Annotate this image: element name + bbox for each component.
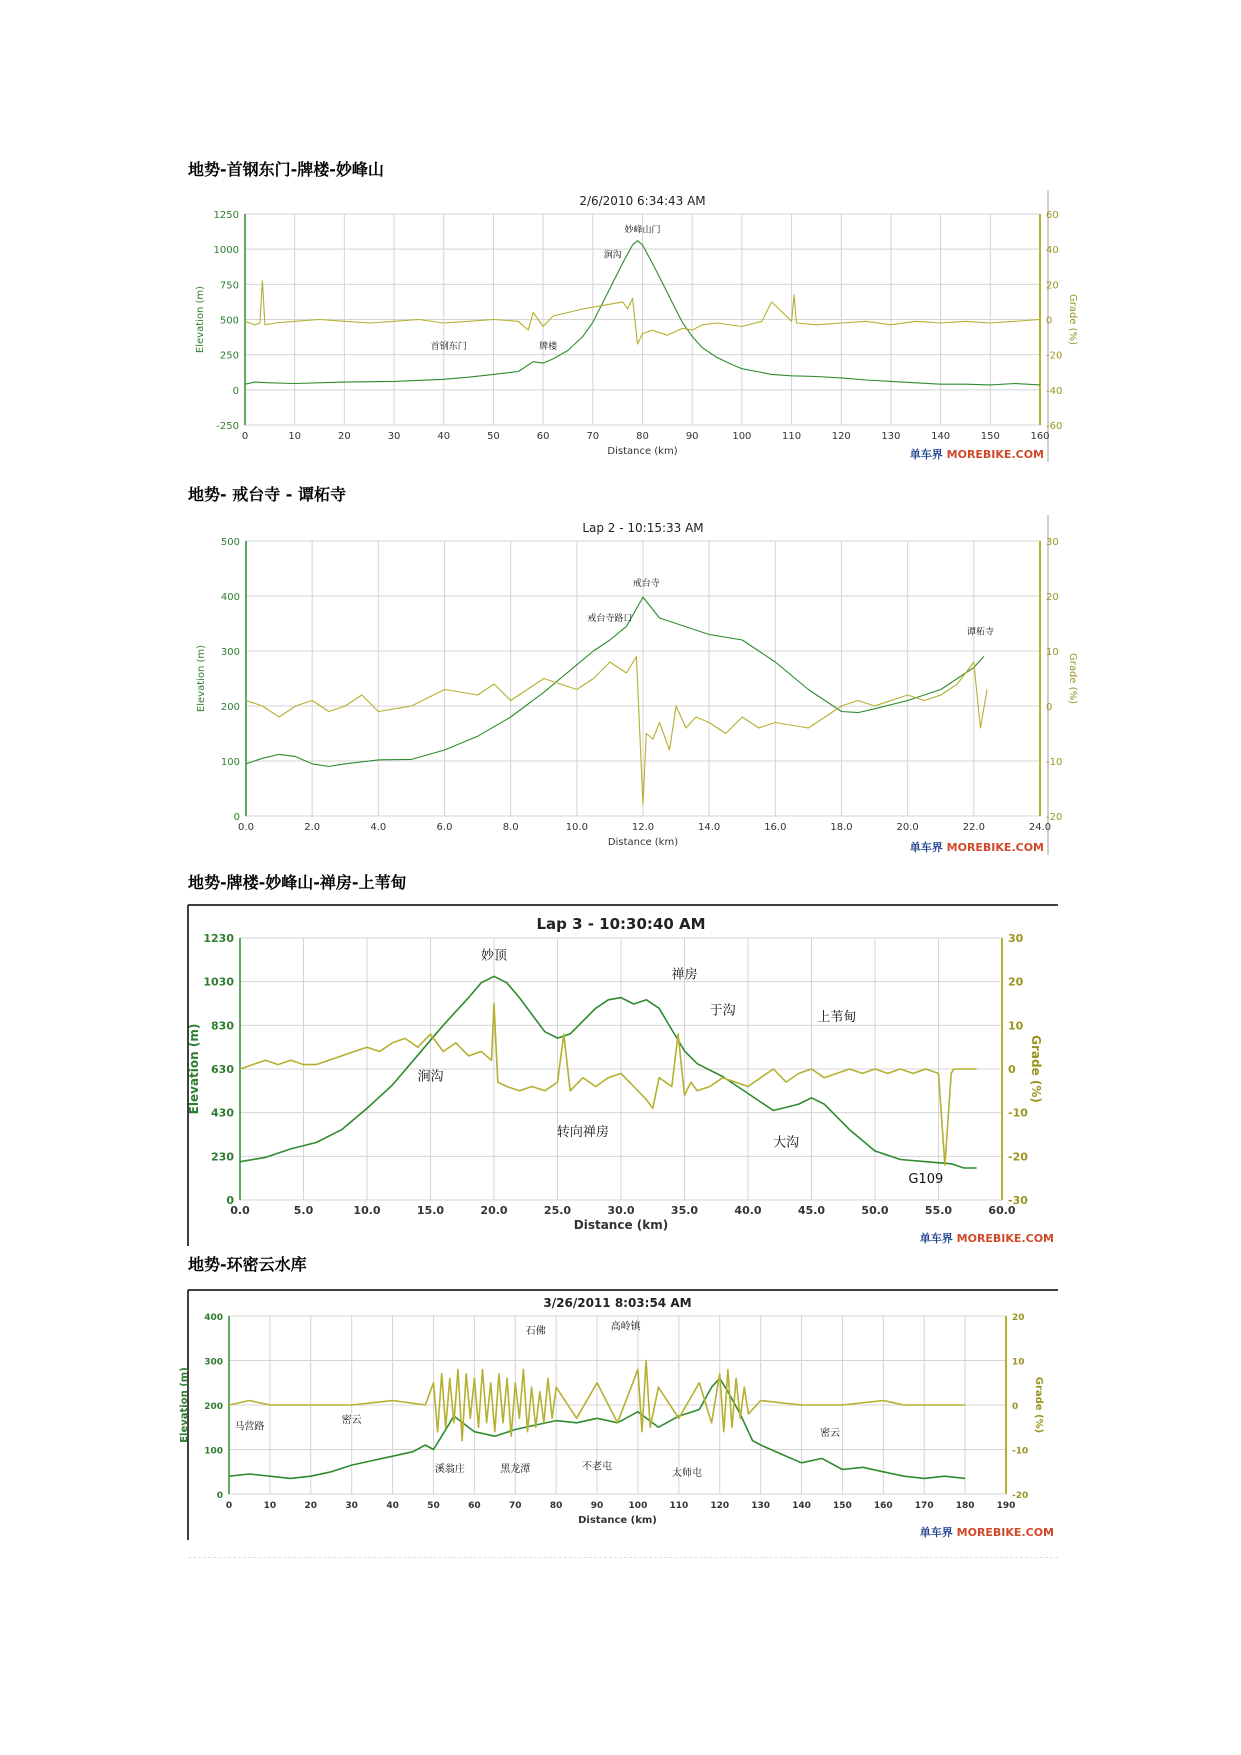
chart-heading-4: 地势-环密云水库	[188, 1255, 307, 1274]
y2-tick-label: 0	[1008, 1063, 1016, 1076]
x-tick-label: 40	[386, 1501, 399, 1511]
x-axis-label: Distance (km)	[573, 1218, 669, 1232]
y2-tick-label: -60	[1046, 421, 1063, 432]
x-axis-label: Distance (km)	[607, 446, 678, 457]
x-tick-label: 55.0	[924, 1204, 953, 1217]
x-tick-label: 24.0	[1028, 822, 1052, 833]
x-tick-label: 160	[1030, 431, 1050, 442]
chart-annotation: 高岭镇	[610, 1321, 641, 1333]
chart-annotation: 溪翁庄	[434, 1463, 465, 1475]
x-tick-label: 180	[955, 1501, 975, 1511]
chart-annotation: 禅房	[671, 967, 698, 983]
x-tick-label: 70	[586, 431, 600, 442]
y2-tick-label: 40	[1046, 245, 1059, 257]
x-tick-label: 16.0	[764, 822, 787, 833]
x-tick-label: 10.0	[565, 822, 588, 833]
x-tick-label: 10.0	[353, 1204, 381, 1217]
x-tick-label: 8.0	[502, 822, 519, 833]
y-tick-label: 400	[220, 592, 240, 603]
y-tick-label: 200	[220, 702, 240, 713]
y-axis-label: Elevation (m)	[196, 644, 207, 713]
chart-annotation: G109	[908, 1171, 944, 1187]
y-tick-label: 250	[219, 350, 239, 362]
chart-heading-3: 地势-牌楼-妙峰山-禅房-上苇甸	[188, 873, 407, 892]
y-tick-label: 1230	[203, 932, 234, 945]
chart-annotation: 于沟	[709, 1003, 736, 1019]
chart-heading-2: 地势- 戒台寺 - 谭柘寺	[188, 485, 346, 504]
chart-annotation: 大沟	[773, 1135, 800, 1151]
y2-tick-label: 10	[1046, 647, 1059, 658]
morebike-watermark: 单车界 MOREBIKE.COM	[919, 1526, 1054, 1539]
y2-tick-label: -20	[1008, 1150, 1028, 1164]
x-tick-label: 80	[636, 431, 649, 442]
morebike-watermark: 单车界 MOREBIKE.COM	[919, 1232, 1054, 1245]
x-tick-label: 100	[628, 1501, 648, 1511]
x-tick-label: 12.0	[631, 822, 655, 833]
y2-tick-label: 10	[1008, 1019, 1024, 1033]
morebike-watermark: 单车界 MOREBIKE.COM	[909, 841, 1044, 854]
y2-axis-label: Grade (%)	[1033, 1376, 1044, 1434]
x-tick-label: 50	[427, 1501, 440, 1511]
chart-annotation: 妙峰山门	[624, 225, 661, 236]
y2-tick-label: 0	[1046, 702, 1053, 713]
x-tick-label: 100	[732, 431, 752, 442]
x-tick-label: 140	[792, 1501, 811, 1511]
x-tick-label: 120	[710, 1501, 730, 1511]
y-axis-label: Elevation (m)	[179, 1367, 190, 1443]
x-tick-label: 190	[996, 1501, 1016, 1511]
x-axis-label: Distance (km)	[607, 837, 679, 848]
y-tick-label: 1250	[213, 210, 239, 221]
x-tick-label: 90	[590, 1501, 604, 1511]
chart-annotation: 妙顶	[480, 948, 508, 964]
x-tick-label: 120	[831, 431, 851, 442]
chart-title: 3/26/2011 8:03:54 AM	[543, 1296, 692, 1310]
chart-heading-1: 地势-首钢东门-牌楼-妙峰山	[188, 160, 384, 179]
chart-annotation: 石佛	[525, 1325, 546, 1337]
x-tick-label: 45.0	[797, 1204, 826, 1217]
x-tick-label: 0.0	[230, 1204, 250, 1217]
x-tick-label: 5.0	[293, 1204, 314, 1217]
y2-tick-label: 20	[1046, 280, 1059, 292]
x-tick-label: 18.0	[830, 822, 853, 833]
y2-tick-label: 20	[1008, 975, 1024, 989]
y2-tick-label: 20	[1012, 1313, 1025, 1323]
chart-annotation: 密云	[820, 1428, 841, 1440]
x-tick-label: 50.0	[861, 1204, 889, 1217]
y-tick-label: 500	[220, 537, 240, 548]
y-tick-label: -250	[216, 421, 239, 432]
x-tick-label: 40	[437, 431, 451, 442]
chart-annotation: 涧沟	[417, 1069, 444, 1085]
chart-annotation: 转向禅房	[556, 1125, 609, 1141]
x-axis-label: Distance (km)	[578, 1515, 657, 1526]
x-tick-label: 4.0	[370, 822, 387, 833]
chart-annotation: 戒台寺路口	[587, 613, 633, 624]
y-tick-label: 0	[226, 1194, 234, 1207]
x-tick-label: 130	[881, 431, 901, 442]
y-tick-label: 430	[211, 1106, 234, 1120]
x-tick-label: 14.0	[698, 822, 721, 833]
x-tick-label: 60	[536, 431, 550, 442]
y-tick-label: 1000	[213, 245, 239, 257]
chart-annotation: 密云	[341, 1414, 362, 1426]
chart-title: Lap 3 - 10:30:40 AM	[536, 915, 706, 933]
x-tick-label: 0	[241, 431, 249, 442]
chart-annotation: 戒台寺	[632, 579, 660, 590]
x-tick-label: 20	[304, 1501, 318, 1511]
x-tick-label: 150	[980, 431, 1000, 442]
x-tick-label: 50	[487, 431, 500, 442]
chart-annotation: 牌楼	[539, 342, 558, 353]
x-tick-label: 150	[833, 1501, 852, 1511]
y2-tick-label: 60	[1046, 210, 1059, 221]
x-tick-label: 35.0	[670, 1204, 699, 1217]
chart-annotation: 涧沟	[603, 250, 622, 261]
y2-axis-label: Grade (%)	[1067, 653, 1078, 704]
y-tick-label: 0	[216, 1491, 223, 1501]
x-tick-label: 0.0	[238, 822, 254, 833]
x-tick-label: 20.0	[896, 822, 919, 833]
x-tick-label: 90	[685, 431, 699, 442]
x-tick-label: 30	[387, 431, 401, 442]
x-tick-label: 110	[782, 431, 802, 442]
x-tick-label: 6.0	[436, 822, 453, 833]
x-tick-label: 30	[345, 1501, 358, 1511]
page-divider	[188, 1557, 1058, 1558]
x-tick-label: 10	[288, 431, 302, 442]
y-tick-label: 300	[204, 1357, 223, 1368]
chart-annotation: 谭柘寺	[966, 627, 994, 638]
x-tick-label: 160	[873, 1501, 893, 1511]
x-tick-label: 110	[669, 1501, 689, 1511]
chart-annotation: 上苇甸	[817, 1010, 857, 1026]
y2-tick-label: 30	[1008, 932, 1024, 945]
x-tick-label: 30.0	[607, 1204, 635, 1217]
x-tick-label: 20.0	[480, 1204, 508, 1217]
x-tick-label: 60.0	[988, 1204, 1016, 1217]
y2-tick-label: -40	[1046, 385, 1063, 397]
y-tick-label: 630	[211, 1063, 234, 1076]
y2-tick-label: -10	[1046, 757, 1063, 768]
y2-tick-label: 20	[1046, 592, 1059, 603]
y-tick-label: 1030	[203, 975, 234, 989]
x-tick-label: 170	[914, 1501, 934, 1511]
x-tick-label: 60	[468, 1501, 481, 1511]
x-tick-label: 130	[751, 1501, 771, 1511]
chart-title: Lap 2 - 10:15:33 AM	[582, 521, 704, 535]
y-tick-label: 0	[232, 385, 239, 397]
y2-tick-label: -10	[1012, 1446, 1029, 1457]
y-tick-label: 500	[219, 315, 239, 327]
chart-annotation: 不老屯	[582, 1461, 613, 1473]
x-tick-label: 0	[225, 1501, 233, 1511]
y-tick-label: 830	[211, 1019, 234, 1033]
y2-tick-label: -20	[1046, 812, 1063, 823]
y2-tick-label: 30	[1046, 537, 1059, 548]
x-tick-label: 40.0	[734, 1204, 762, 1217]
x-tick-label: 80	[549, 1501, 563, 1511]
x-tick-label: 15.0	[416, 1204, 445, 1217]
x-tick-label: 70	[508, 1501, 522, 1511]
x-tick-label: 140	[931, 431, 951, 442]
y-tick-label: 200	[204, 1402, 223, 1412]
y-tick-label: 100	[204, 1446, 223, 1457]
chart-annotation: 马营路	[234, 1421, 265, 1433]
y2-tick-label: -20	[1012, 1491, 1029, 1501]
y-tick-label: 300	[220, 647, 240, 658]
x-tick-label: 25.0	[543, 1204, 572, 1217]
morebike-watermark: 单车界 MOREBIKE.COM	[909, 448, 1044, 461]
x-tick-label: 10	[263, 1501, 277, 1511]
chart-annotation: 太师屯	[672, 1468, 703, 1480]
y2-tick-label: -30	[1008, 1194, 1028, 1207]
y2-tick-label: -20	[1046, 350, 1063, 362]
y-tick-label: 400	[204, 1313, 223, 1323]
y2-tick-label: -10	[1008, 1106, 1028, 1120]
y-axis-label: Elevation (m)	[195, 285, 206, 354]
x-tick-label: 20	[338, 431, 351, 442]
x-tick-label: 2.0	[304, 822, 321, 833]
y-tick-label: 0	[233, 812, 240, 823]
chart-annotation: 首钢东门	[430, 342, 467, 353]
y2-tick-label: 10	[1012, 1357, 1025, 1368]
y2-tick-label: 0	[1046, 315, 1053, 327]
x-tick-label: 22.0	[962, 822, 985, 833]
y-tick-label: 100	[220, 757, 240, 768]
y2-tick-label: 0	[1012, 1402, 1019, 1412]
chart-title: 2/6/2010 6:34:43 AM	[579, 194, 706, 208]
y-axis-label: Elevation (m)	[187, 1023, 201, 1115]
chart-annotation: 黑龙潭	[500, 1463, 531, 1475]
y2-axis-label: Grade (%)	[1067, 294, 1078, 345]
y-tick-label: 230	[211, 1150, 234, 1164]
y2-axis-label: Grade (%)	[1029, 1035, 1043, 1103]
y-tick-label: 750	[219, 280, 239, 292]
